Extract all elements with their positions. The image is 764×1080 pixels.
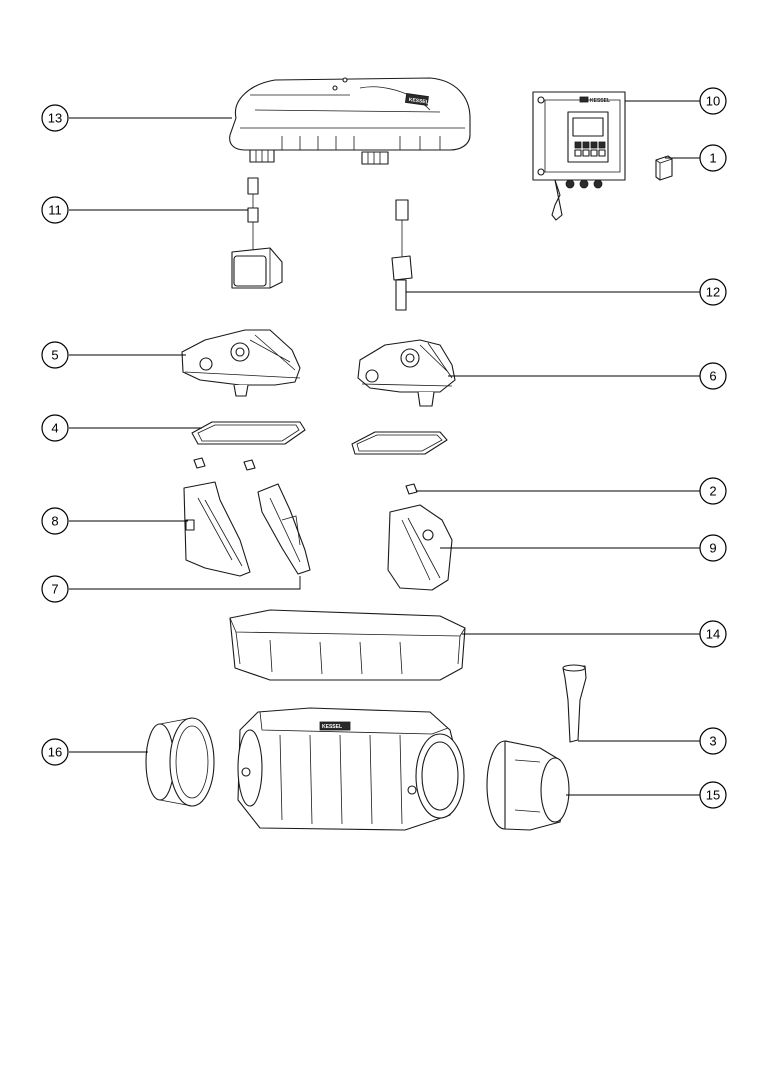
part-4-gaskets (192, 422, 447, 454)
callout-2 (700, 478, 726, 504)
callout-1-label: 1 (709, 150, 717, 166)
callout-2-label: 2 (709, 483, 717, 499)
callout-5 (42, 342, 68, 368)
part-3-tool (563, 665, 586, 742)
callout-13 (42, 105, 68, 131)
control-unit-brand-label: KESSEL (590, 98, 611, 104)
callout-15-label: 15 (705, 787, 721, 803)
part-15-pipe-connector (487, 741, 569, 830)
callout-10-label: 10 (705, 93, 721, 109)
callout-12 (700, 279, 726, 305)
part-9-flap-frame-right (388, 505, 452, 590)
callout-11-label: 11 (48, 202, 62, 218)
callout-8 (42, 508, 68, 534)
callout-16 (42, 739, 68, 765)
callout-3 (700, 728, 726, 754)
callout-6-label: 6 (709, 368, 717, 384)
part-12-level-sensor (392, 200, 412, 310)
callout-6 (700, 363, 726, 389)
callout-11 (42, 197, 68, 223)
callout-5-label: 5 (51, 347, 59, 363)
part-1-small-module (656, 156, 672, 180)
callout-14-label: 14 (705, 626, 721, 642)
callout-16-label: 16 (47, 744, 63, 760)
part-8-flap-frame (184, 482, 250, 576)
callout-3-label: 3 (709, 733, 717, 749)
callout-9-label: 9 (709, 540, 717, 556)
callout-12-label: 12 (705, 284, 721, 300)
part-13-cover (230, 78, 470, 164)
part-14-housing-ring (230, 610, 465, 680)
callout-7 (42, 576, 68, 602)
body-brand-label: KESSEL (322, 724, 343, 730)
callout-1 (700, 145, 726, 171)
callout-9 (700, 535, 726, 561)
callout-4 (42, 415, 68, 441)
part-5-pump-left (182, 330, 300, 396)
callout-8-label: 8 (51, 513, 59, 529)
part-16-pipe-ring (146, 718, 214, 806)
part-6-pump-right (358, 340, 455, 406)
part-10-control-unit (533, 92, 625, 220)
part-2-clips (194, 458, 417, 494)
callout-7-label: 7 (51, 581, 59, 597)
part-7-flap (258, 484, 310, 574)
callout-10 (700, 88, 726, 114)
callout-4-label: 4 (51, 420, 59, 436)
cover-brand-label: KESSEL (408, 96, 430, 106)
part-11-sensor (232, 178, 282, 288)
main-body (238, 708, 464, 830)
callout-13-label: 13 (47, 110, 63, 126)
callout-15 (700, 782, 726, 808)
callout-14 (700, 621, 726, 647)
